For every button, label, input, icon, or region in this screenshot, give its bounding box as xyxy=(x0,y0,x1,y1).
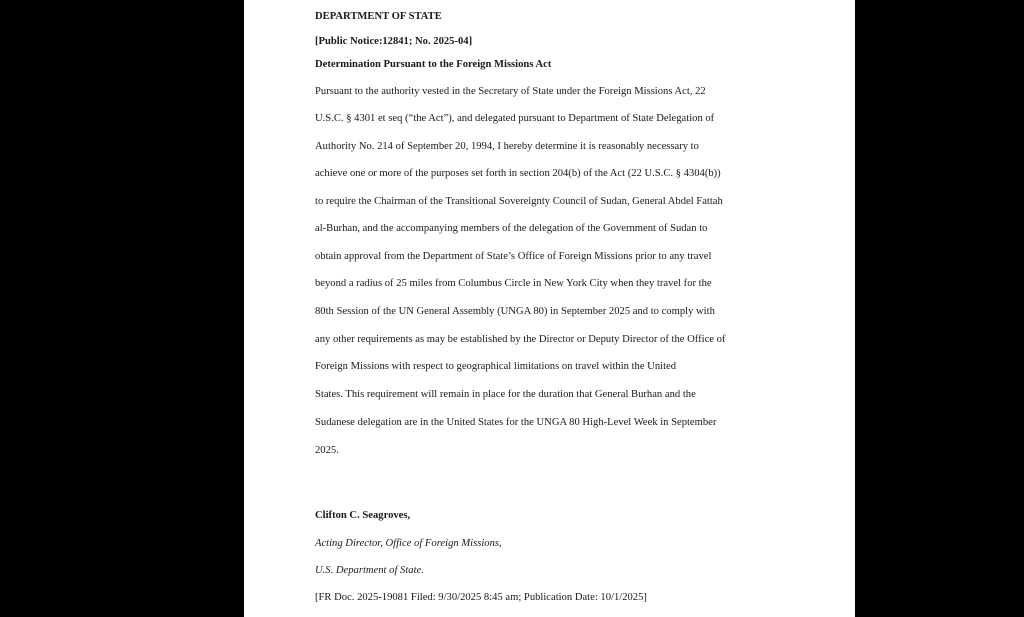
body-line: 2025. xyxy=(315,445,339,456)
body-line: 80th Session of the UN General Assembly (UNGA 80) in September 2025 and to comply with xyxy=(315,306,715,317)
body-line: Sudanese delegation are in the United States for the UNGA 80 High-Level Week in September xyxy=(315,417,717,428)
signer-organization: U.S. Department of State. xyxy=(315,565,424,576)
body-line: any other requirements as may be established by the Director or Deputy Director of the Office of xyxy=(315,334,726,345)
body-line: achieve one or more of the purposes set forth in section 204(b) of the Act (22 U.S.C. § 4304(b)) xyxy=(315,168,721,179)
body-line: U.S.C. § 4301 et seq (“the Act”), and delegated pursuant to Department of State Delegation of xyxy=(315,113,715,124)
fr-doc-footer: [FR Doc. 2025-19081 Filed: 9/30/2025 8:45 am; Publication Date: 10/1/2025] xyxy=(315,592,647,603)
body-line: Authority No. 214 of September 20, 1994, I hereby determine it is reasonably necessary to xyxy=(315,141,699,152)
body-line: al-Burhan, and the accompanying members of the delegation of the Government of Sudan to xyxy=(315,223,708,234)
public-notice: [Public Notice:12841; No. 2025-04] xyxy=(315,36,473,47)
body-line: to require the Chairman of the Transitional Sovereignty Council of Sudan, General Abdel Fattah xyxy=(315,196,723,207)
body-line: beyond a radius of 25 miles from Columbus Circle in New York City when they travel for the xyxy=(315,278,712,289)
body-line: Pursuant to the authority vested in the Secretary of State under the Foreign Missions Act, 22 xyxy=(315,86,706,97)
body-line: States. This requirement will remain in place for the duration that General Burhan and the xyxy=(315,389,696,400)
department-heading: DEPARTMENT OF STATE xyxy=(315,11,442,22)
body-line: obtain approval from the Department of State’s Office of Foreign Missions prior to any travel xyxy=(315,251,712,262)
document-page xyxy=(244,0,855,617)
document-title: Determination Pursuant to the Foreign Missions Act xyxy=(315,59,552,70)
signer-title: Acting Director, Office of Foreign Missions, xyxy=(315,538,502,549)
signer-name: Clifton C. Seagroves, xyxy=(315,510,411,521)
body-line: Foreign Missions with respect to geographical limitations on travel within the United xyxy=(315,361,677,372)
